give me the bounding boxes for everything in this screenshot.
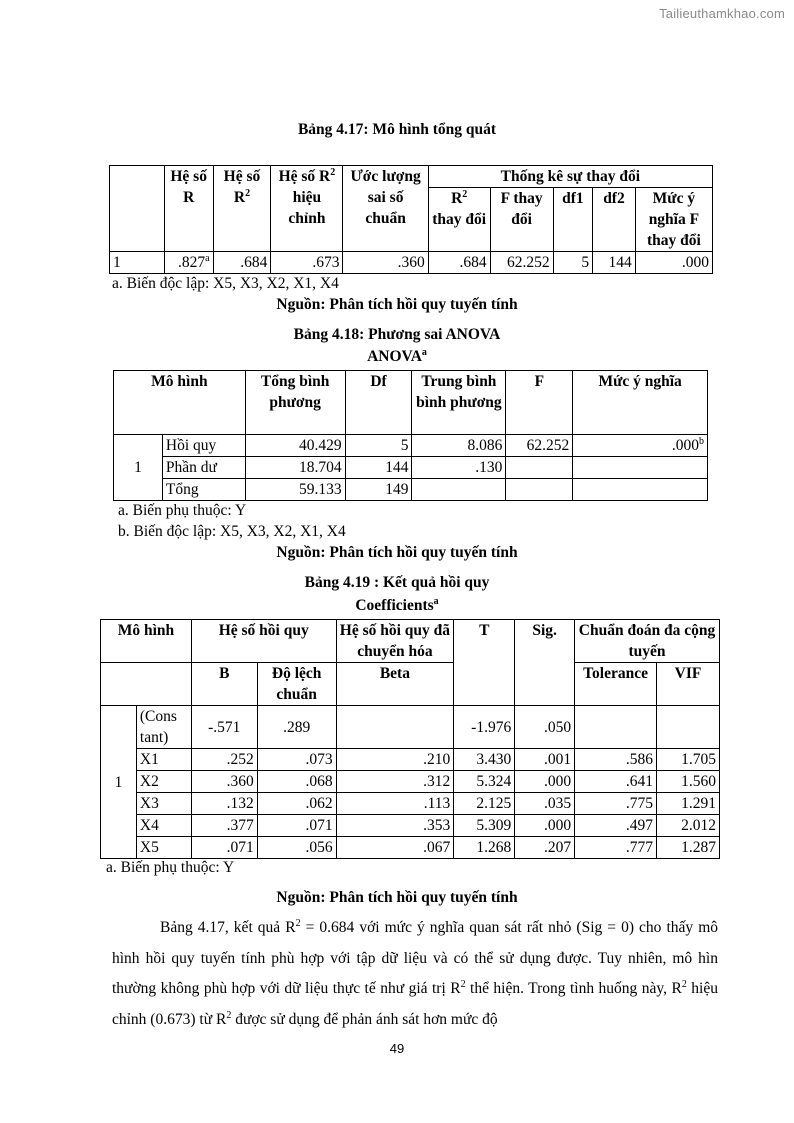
table-4-17-source: Nguồn: Phân tích hồi quy tuyến tính	[276, 296, 518, 313]
cell-sig: .035	[515, 793, 575, 815]
cell-beta: .113	[336, 793, 454, 815]
cell-variable: X2	[136, 771, 191, 793]
coefficients-title: Coefficients$^a$	[355, 595, 439, 614]
header-collinearity: Chuẩn đoán đa cộng tuyến	[575, 620, 720, 663]
cell-sig: .000$^b$	[573, 435, 708, 457]
table-row	[101, 706, 720, 749]
header-t: T	[454, 620, 515, 706]
header-f-change: F thay đổi	[490, 188, 553, 252]
header-sig: Sig.	[515, 620, 575, 706]
cell-r2: .684	[213, 252, 271, 274]
cell-r2-change: .684	[428, 252, 490, 274]
table-4-19	[100, 619, 720, 859]
header-beta: Beta	[336, 663, 454, 706]
table-4-17-note: a. Biến độc lập: X5, X3, X2, X1, X4	[112, 275, 339, 292]
table-row	[110, 252, 713, 274]
cell-source: Tổng	[162, 479, 245, 501]
cell-t: 2.125	[454, 793, 515, 815]
cell-r2-adjusted: .673	[271, 252, 343, 274]
header-b: B	[191, 663, 257, 706]
header-model: Mô hình	[114, 371, 246, 435]
header-model-blank	[101, 663, 192, 706]
cell-se: .056	[257, 837, 336, 859]
cell-beta: .067	[336, 837, 454, 859]
header-vif: VIF	[657, 663, 720, 706]
cell-b: .071	[191, 837, 257, 859]
header-sig: Mức ý nghĩa	[573, 371, 708, 435]
cell-sig: .000	[515, 815, 575, 837]
cell-t: -1.976	[454, 706, 515, 749]
cell-sig	[573, 457, 708, 479]
cell-sig: .001	[515, 749, 575, 771]
cell-b: .377	[191, 815, 257, 837]
header-df1: df1	[553, 188, 593, 252]
header-mean-square: Trung bình bình phương	[412, 371, 506, 435]
header-tolerance: Tolerance	[575, 663, 657, 706]
cell-ss: 40.429	[245, 435, 345, 457]
cell-model: 1	[110, 252, 165, 274]
table-4-17-caption: Bảng 4.17: Mô hình tổng quát	[297, 121, 497, 138]
cell-model: 1	[101, 706, 137, 859]
cell-df: 144	[345, 457, 412, 479]
cell-b: .360	[191, 771, 257, 793]
cell-beta	[336, 706, 454, 749]
header-unstd-coef: Hệ số hồi quy	[191, 620, 336, 663]
table-4-19-source: Nguồn: Phân tích hồi quy tuyến tính	[276, 889, 518, 906]
table-row	[101, 837, 720, 859]
cell-se: .289	[257, 706, 336, 749]
table-4-17	[109, 165, 713, 274]
table-row	[101, 793, 720, 815]
table-4-19-note: a. Biến phụ thuộc: Y	[106, 859, 235, 876]
header-df: Df	[345, 371, 412, 435]
cell-sig: .000	[515, 771, 575, 793]
cell-tolerance: .586	[575, 749, 657, 771]
cell-vif	[657, 706, 720, 749]
cell-source: Hồi quy	[162, 435, 245, 457]
table-4-18-note-b: b. Biến độc lập: X5, X3, X2, X1, X4	[118, 523, 346, 540]
cell-sig: .050	[515, 706, 575, 749]
cell-variable: X4	[136, 815, 191, 837]
cell-df: 5	[345, 435, 412, 457]
table-row	[101, 749, 720, 771]
cell-f	[506, 457, 573, 479]
header-std-error: Ước lượng sai số chuẩn	[343, 166, 428, 252]
cell-std-error: .360	[343, 252, 428, 274]
cell-source: Phần dư	[162, 457, 245, 479]
cell-sig	[573, 479, 708, 501]
header-sum-squares: Tổng bình phương	[245, 371, 345, 435]
cell-r: .827$^a$	[164, 252, 213, 274]
cell-tolerance: .777	[575, 837, 657, 859]
header-f: F	[506, 371, 573, 435]
table-4-19-caption: Bảng 4.19 : Kết quả hồi quy	[304, 574, 490, 591]
cell-vif: 1.705	[657, 749, 720, 771]
cell-t: 1.268	[454, 837, 515, 859]
table-4-17-corner	[110, 166, 165, 252]
cell-t: 3.430	[454, 749, 515, 771]
watermark: Tailieuthamkhao.com	[659, 6, 785, 21]
table-4-18	[113, 370, 708, 501]
cell-df: 149	[345, 479, 412, 501]
header-r2-adjusted: Hệ số $R^2$ hiệu chỉnh	[271, 166, 343, 252]
cell-sig: .207	[515, 837, 575, 859]
cell-tolerance: .497	[575, 815, 657, 837]
table-4-18-caption: Bảng 4.18: Phương sai ANOVA	[293, 326, 501, 343]
cell-ss: 18.704	[245, 457, 345, 479]
cell-se: .073	[257, 749, 336, 771]
cell-b: .252	[191, 749, 257, 771]
table-row	[114, 479, 708, 501]
cell-ms: .130	[412, 457, 506, 479]
header-r2: Hệ số $R^2$	[213, 166, 271, 252]
cell-f	[506, 479, 573, 501]
cell-tolerance	[575, 706, 657, 749]
cell-f-change: 62.252	[490, 252, 553, 274]
cell-tolerance: .641	[575, 771, 657, 793]
cell-sig: .000	[635, 252, 712, 274]
cell-se: .068	[257, 771, 336, 793]
cell-vif: 2.012	[657, 815, 720, 837]
header-r: Hệ số R	[164, 166, 213, 252]
cell-vif: 1.560	[657, 771, 720, 793]
table-row	[101, 815, 720, 837]
anova-title: ANOVA$^a$	[367, 346, 427, 365]
header-df2: df2	[593, 188, 636, 252]
cell-ms: 8.086	[412, 435, 506, 457]
cell-variable: (Cons tant)	[136, 706, 191, 749]
table-4-18-note-a: a. Biến phụ thuộc: Y	[118, 502, 247, 519]
cell-vif: 1.291	[657, 793, 720, 815]
cell-se: .071	[257, 815, 336, 837]
cell-variable: X1	[136, 749, 191, 771]
cell-t: 5.309	[454, 815, 515, 837]
header-model: Mô hình	[101, 620, 192, 663]
cell-beta: .312	[336, 771, 454, 793]
cell-ss: 59.133	[245, 479, 345, 501]
cell-b: -.571	[191, 706, 257, 749]
cell-b: .132	[191, 793, 257, 815]
cell-df1: 5	[553, 252, 593, 274]
cell-variable: X3	[136, 793, 191, 815]
table-row	[114, 457, 708, 479]
cell-beta: .353	[336, 815, 454, 837]
table-row	[101, 771, 720, 793]
cell-model: 1	[114, 435, 163, 501]
cell-variable: X5	[136, 837, 191, 859]
cell-f: 62.252	[506, 435, 573, 457]
cell-ms	[412, 479, 506, 501]
table-4-18-source: Nguồn: Phân tích hồi quy tuyến tính	[276, 544, 518, 561]
cell-vif: 1.287	[657, 837, 720, 859]
header-change-statistics: Thống kê sự thay đổi	[428, 166, 712, 188]
body-paragraph: Bảng 4.17, kết quả $R^2 = 0.684$ với mức ý nghĩa quan sát rất nhỏ (Sig = 0) cho thấy mô hình hồi quy tuyến tính phù hợp với tập dữ liệu và có thể sử dụng được. Tuy nhiên, mô hìn thường không phù hợp với dữ liệu thực tế như giá trị $R^2$ thể hiện. Trong tình huống này, $R^2$ hiệu chỉnh (0.673) từ $R^2$ được sử dụng để phản ánh sát hơn mức độ	[112, 917, 719, 1028]
page-number: 49	[389, 1041, 405, 1056]
header-std-coef: Hệ số hồi quy đã chuyển hóa	[336, 620, 454, 663]
cell-beta: .210	[336, 749, 454, 771]
cell-tolerance: .775	[575, 793, 657, 815]
header-sig-f-change: Mức ý nghĩa F thay đổi	[635, 188, 712, 252]
cell-se: .062	[257, 793, 336, 815]
header-std-error: Độ lệch chuẩn	[257, 663, 336, 706]
cell-df2: 144	[593, 252, 636, 274]
table-row	[114, 435, 708, 457]
header-r2-change: $R^2$ thay đổi	[428, 188, 490, 252]
cell-t: 5.324	[454, 771, 515, 793]
